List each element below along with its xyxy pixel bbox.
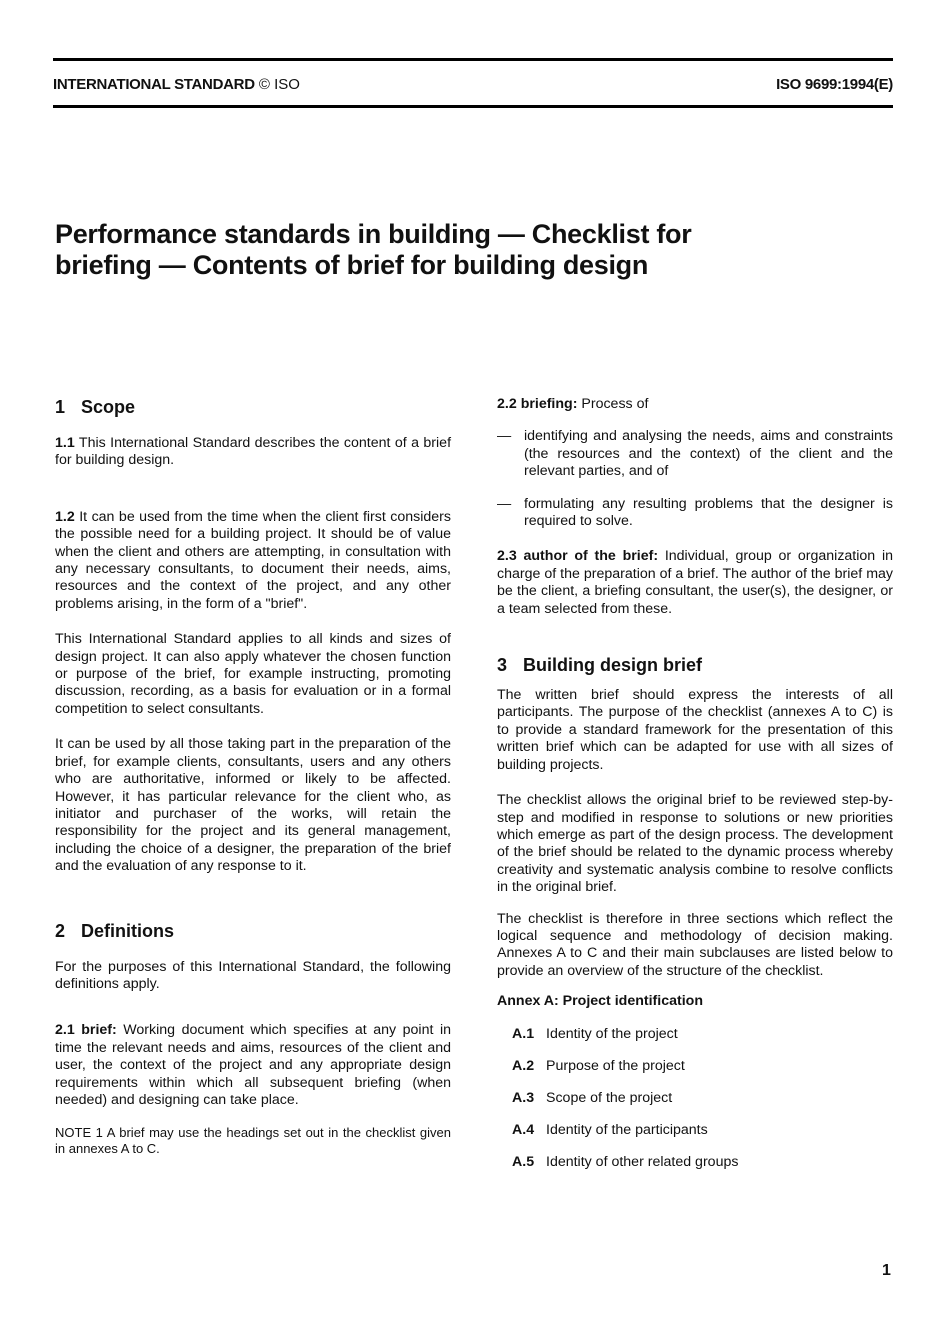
clause-text: It can be used from the time when the client first considers the possible need for a building project. It should be of value when the client and others are attempting, in consultation with any necessary consultants, to document their needs, aims, resources and the context of the project, and any other problems arising, in the form of a "brief". (55, 508, 451, 612)
annex-item-code: A.2 (512, 1057, 535, 1074)
annex-item-code: A.1 (512, 1025, 535, 1042)
header-document-number: ISO 9699:1994(E) (776, 75, 893, 93)
clause-number: 1.2 (55, 508, 75, 525)
annex-item-label: Identity of the project (546, 1025, 678, 1042)
definition-2-2 (497, 396, 893, 413)
annex-item-code: A.5 (512, 1153, 535, 1170)
annex-list-item (512, 1058, 893, 1090)
definition-term: briefing: (520, 396, 578, 412)
page-number: 1 (882, 1262, 891, 1279)
clause-number: 1.1 (55, 435, 75, 451)
annex-a-list (497, 1026, 893, 1186)
paragraph-applies: This International Standard applies to all kinds and sizes of design project. It can also apply whatever the chosen function or purpose of the brief, for example instructing, promoting discussion, recording, as a basis for evaluation or in a formal competition to select consultants. (55, 631, 451, 717)
annex-item-code: A.4 (512, 1121, 535, 1138)
paragraph-three-sections: The checklist is therefore in three sections which reflect the logical sequence and methodology of decision making. Annexes A to C and their main subclauses are listed below to provide an overview of the structure of the checklist. (497, 910, 893, 979)
list-item-text: identifying and analysing the needs, aims and constraints (the resources and the context) of the client and the relevant parties, and of (524, 428, 893, 480)
list-item (497, 496, 893, 531)
header-standard-label: INTERNATIONAL STANDARD (53, 75, 255, 93)
list-item (497, 428, 893, 480)
annex-item-label: Scope of the project (546, 1089, 673, 1106)
section-title: Building design brief (523, 655, 702, 676)
annex-item-label: Identity of the participants (546, 1121, 708, 1138)
section-2-heading (55, 920, 451, 942)
paragraph-written-brief: The written brief should express the interests of all participants. The purpose of the checklist (annexes A to C) is to provide a standard framework for the presentation of this written brief which can be adapted for use with all sizes of building projects. (497, 687, 893, 773)
note-1: NOTE 1 A brief may use the headings set out in the checklist given in annexes A to C. (55, 1125, 451, 1157)
clause-number: 2.2 (497, 396, 517, 412)
annex-list-item (512, 1090, 893, 1122)
definition-term: brief: (81, 1022, 117, 1039)
left-column (55, 396, 451, 1157)
section-number: 3 (497, 655, 508, 676)
annex-item-label: Identity of other related groups (546, 1153, 739, 1170)
paragraph-1-2 (55, 509, 451, 613)
right-column (497, 396, 893, 1186)
dash-bullet: — (497, 495, 512, 512)
definition-term: author of the brief: (523, 548, 659, 565)
annex-item-code: A.3 (512, 1089, 535, 1106)
section-number: 2 (55, 920, 66, 941)
clause-number: 2.1 (55, 1022, 75, 1039)
paragraph-1-1 (55, 435, 451, 470)
clause-number: 2.3 (497, 548, 517, 565)
title-line-2: briefing — Contents of brief for building design (55, 250, 649, 280)
annex-list-item (512, 1026, 893, 1058)
dash-bullet: — (497, 428, 512, 445)
annex-item-label: Purpose of the project (546, 1057, 685, 1074)
annex-list-item (512, 1122, 893, 1154)
definition-text: Process of (581, 396, 649, 412)
header-copyright: © ISO (258, 75, 300, 93)
annex-list-item (512, 1154, 893, 1186)
paragraph-used-by: It can be used by all those taking part in the preparation of the brief, for example clients, consultants, users and any others who are authoritative, informed or likely to be affected. However, it has particular relevance for the client who, as initiator and purchaser of the works, will retain the responsibility for the project and its general management, including the choice of a designer, the preparation of the brief and the evaluation of any response to it. (55, 736, 451, 875)
section-3-heading (497, 654, 893, 676)
section-title: Scope (81, 397, 136, 417)
header-bottom-rule (53, 105, 893, 108)
running-header (53, 72, 893, 96)
definition-2-3 (497, 548, 893, 618)
header-top-rule (53, 58, 893, 61)
title-line-1: Performance standards in building — Checklist for (55, 219, 692, 249)
definition-2-1 (55, 1022, 451, 1109)
annex-a-title: Annex A: Project identification (497, 993, 704, 1010)
section-number: 1 (55, 397, 66, 417)
paragraph-checklist-allows: The checklist allows the original brief to be reviewed step-by-step and modified in response to solutions or new priorities which emerge as part of the design process. The development of the brief should be related to the dynamic process whereby creativity and systematic analysis combine to resolve conflicts in the original brief. (497, 792, 893, 896)
definition-text: Working document which specifies at any point in time the relevant needs and aims, resources of the client and user, the context of the project and any appropriate design requirements within which all subsequent briefing (when needed) and designing can take place. (55, 1022, 451, 1108)
definition-text: Individual, group or organization in charge of the preparation of a brief. The author of the brief may be the client, a briefing consultant, the user(s), the designer, or a team selected from these. (497, 548, 893, 617)
document-title (55, 219, 875, 281)
section-title: Definitions (81, 920, 174, 941)
definitions-intro: For the purposes of this International Standard, the following definitions apply. (55, 958, 451, 992)
clause-text: This International Standard describes the content of a brief for building design. (55, 435, 452, 469)
list-item-text: formulating any resulting problems that the designer is required to solve. (524, 495, 893, 530)
header-left (53, 76, 300, 93)
section-1-heading (55, 396, 451, 418)
